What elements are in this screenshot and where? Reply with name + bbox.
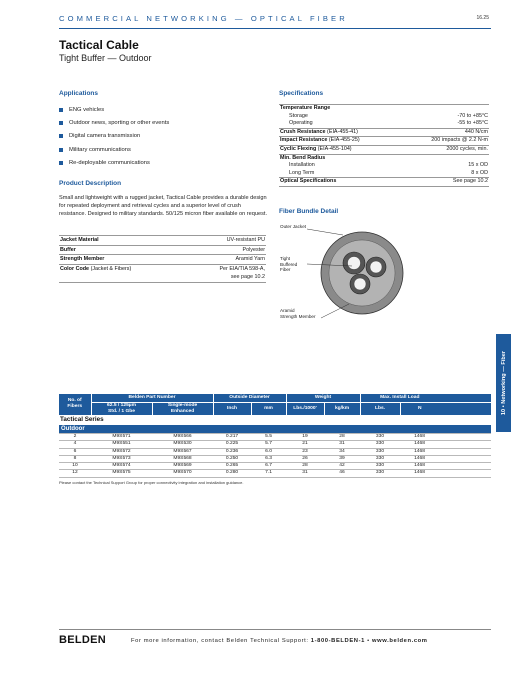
part-number-group-header: Belden Part Number bbox=[91, 394, 213, 402]
table-cell: M9S567 bbox=[152, 448, 213, 455]
table-row bbox=[59, 463, 491, 470]
belden-logo: BELDEN bbox=[59, 634, 107, 646]
bullet-square-icon bbox=[59, 134, 63, 138]
bullet-square-icon bbox=[59, 148, 63, 152]
table-cell: 1468 bbox=[400, 455, 439, 462]
spec-label: Optical Specifications bbox=[279, 178, 401, 187]
table-row bbox=[59, 441, 491, 448]
table-cell: M9S574 bbox=[91, 463, 152, 470]
product-description-heading: Product Description bbox=[59, 180, 122, 187]
table-row bbox=[59, 236, 266, 246]
list-item: Digital camera transmission bbox=[59, 132, 269, 145]
section-side-tab bbox=[496, 334, 511, 432]
subcategory-label: Outdoor bbox=[59, 425, 491, 434]
table-row bbox=[279, 105, 489, 113]
list-item: Outdoor news, sporting or other events bbox=[59, 119, 269, 132]
table-cell: 0.217 bbox=[213, 433, 251, 440]
applications-heading: Applications bbox=[59, 90, 99, 97]
list-item: ENG vehicles bbox=[59, 106, 269, 119]
table-cell: 6.3 bbox=[251, 455, 286, 462]
list-item: Re-deployable communications bbox=[59, 159, 269, 172]
table-row bbox=[279, 154, 489, 162]
table-cell: 7.1 bbox=[251, 470, 286, 477]
table-subheader-row bbox=[59, 402, 491, 415]
col-lbs-kft-header: Lbs./1000' bbox=[286, 402, 324, 415]
table-cell: M9S572 bbox=[91, 448, 152, 455]
table-row bbox=[279, 162, 489, 170]
table-cell: M9S569 bbox=[152, 463, 213, 470]
table-cell: 28 bbox=[324, 433, 360, 440]
table-cell: 1468 bbox=[400, 441, 439, 448]
page-header bbox=[59, 14, 491, 26]
leader-line bbox=[321, 304, 349, 318]
weight-group-header: Weight bbox=[286, 394, 360, 402]
table-cell: M9S530 bbox=[152, 441, 213, 448]
table-cell: 26 bbox=[286, 455, 324, 462]
table-cell: 4 bbox=[59, 441, 91, 448]
table-row bbox=[59, 448, 491, 455]
spec-value: -70 to +85°C bbox=[457, 112, 488, 119]
install-load-group-header: Max. Install Load bbox=[360, 394, 439, 402]
material-label: Color Code (Jacket & Fibers) bbox=[59, 264, 185, 282]
table-cell: 21 bbox=[286, 441, 324, 448]
table-cell: 0.280 bbox=[213, 470, 251, 477]
spec-value: 440 N/cm bbox=[401, 128, 489, 137]
col-singlemode-header: Single-mode Enhanced bbox=[152, 402, 213, 415]
material-label: Buffer bbox=[59, 245, 185, 255]
spec-label: Min. Bend Radius bbox=[279, 154, 489, 162]
spec-label: Impact Resistance (EIA-455-25) bbox=[279, 137, 401, 146]
table-cell: 39 bbox=[324, 455, 360, 462]
table-cell: 0.265 bbox=[213, 463, 251, 470]
footer-rule bbox=[59, 629, 491, 630]
col-fibers-header: No. of Fibers bbox=[59, 394, 91, 415]
bullet-square-icon bbox=[59, 121, 63, 125]
bullet-square-icon bbox=[59, 108, 63, 112]
table-cell: 0.236 bbox=[213, 448, 251, 455]
table-row bbox=[279, 120, 489, 128]
spec-value: 8 x OD bbox=[471, 169, 488, 176]
table-header-row bbox=[59, 394, 491, 402]
table-row bbox=[59, 433, 491, 440]
table-cell: 42 bbox=[324, 463, 360, 470]
outside-diameter-group-header: Outside Diameter bbox=[213, 394, 286, 402]
spec-value: -55 to +85°C bbox=[457, 120, 488, 127]
header-rule bbox=[59, 28, 491, 29]
table-row bbox=[279, 170, 489, 178]
table-cell: 0.250 bbox=[213, 455, 251, 462]
table-row bbox=[59, 245, 266, 255]
spec-value: 200 impacts @ 2.2 N-m bbox=[401, 137, 489, 146]
table-cell: 330 bbox=[360, 463, 400, 470]
table-category-row bbox=[59, 415, 491, 425]
spec-sublabel: Long Term bbox=[289, 169, 315, 176]
outer-jacket-label: Outer Jacket bbox=[280, 224, 307, 229]
section-title: COMMERCIAL NETWORKING — OPTICAL FIBER bbox=[59, 14, 348, 23]
table-cell: 34 bbox=[324, 448, 360, 455]
table-cell: 330 bbox=[360, 448, 400, 455]
materials-table bbox=[59, 235, 266, 283]
bullet-square-icon bbox=[59, 161, 63, 165]
support-phone: 1-800-BELDEN-1 bbox=[310, 638, 365, 644]
table-cell: 1468 bbox=[400, 463, 439, 470]
spec-value: 15 x OD bbox=[468, 162, 488, 169]
table-cell: 0.225 bbox=[213, 441, 251, 448]
table-cell: 6.7 bbox=[251, 463, 286, 470]
cable-data-table bbox=[59, 394, 491, 478]
table-cell: 330 bbox=[360, 470, 400, 477]
table-cell: 2 bbox=[59, 433, 91, 440]
spec-sublabel: Operating bbox=[289, 120, 313, 127]
material-value: Per EIA/TIA 598-A, see page 10.2 bbox=[185, 264, 266, 282]
table-row bbox=[59, 264, 266, 282]
specifications-heading: Specifications bbox=[279, 90, 324, 97]
col-std-header: 62.5 / 125µm Std. / 1 Gbe bbox=[91, 402, 152, 415]
spec-sublabel: Installation bbox=[289, 162, 315, 169]
spec-label: Cyclic Flexing (EIA-455-104) bbox=[279, 145, 401, 154]
table-row bbox=[279, 128, 489, 137]
material-value: Polyester bbox=[185, 245, 266, 255]
col-mm-header: mm bbox=[251, 402, 286, 415]
table-row bbox=[279, 137, 489, 146]
aramid-layer-shape bbox=[329, 240, 395, 306]
table-row bbox=[59, 470, 491, 477]
product-subtitle: Tight Buffer — Outdoor bbox=[59, 53, 152, 63]
table-cell: M9S551 bbox=[91, 441, 152, 448]
table-cell: 6.0 bbox=[251, 448, 286, 455]
table-row bbox=[279, 145, 489, 154]
table-cell: 330 bbox=[360, 441, 400, 448]
table-cell: M9S566 bbox=[152, 433, 213, 440]
table-cell: 1468 bbox=[400, 433, 439, 440]
table-cell: 5.7 bbox=[251, 441, 286, 448]
spec-value: 2000 cycles, min. bbox=[401, 145, 489, 154]
material-label: Strength Member bbox=[59, 255, 185, 265]
spec-sublabel: Storage bbox=[289, 112, 308, 119]
table-cell: M9S575 bbox=[91, 470, 152, 477]
side-tab-label: 10 • Networking — Fiber bbox=[500, 350, 507, 416]
table-cell: 31 bbox=[286, 470, 324, 477]
table-cell: 46 bbox=[324, 470, 360, 477]
table-cell: M9S568 bbox=[152, 455, 213, 462]
footer-contact: For more information, contact Belden Technical Support: 1-800-BELDEN-1 • www.belden.com bbox=[131, 638, 428, 644]
aramid-label: Aramid Strength Member bbox=[280, 308, 316, 319]
table-cell: 8 bbox=[59, 455, 91, 462]
table-cell: 330 bbox=[360, 433, 400, 440]
specifications-table bbox=[279, 104, 489, 187]
product-title: Tactical Cable bbox=[59, 38, 139, 52]
table-cell: 330 bbox=[360, 455, 400, 462]
spec-label: Temperature Range bbox=[279, 105, 489, 113]
table-cell: 1468 bbox=[400, 448, 439, 455]
table-row bbox=[59, 455, 491, 462]
leader-line bbox=[307, 229, 343, 235]
fiber-bundle-heading: Fiber Bundle Detail bbox=[279, 208, 339, 215]
category-label: Tactical Series bbox=[60, 415, 104, 423]
table-cell: 6 bbox=[59, 448, 91, 455]
col-kg-km-header: kg/km bbox=[324, 402, 360, 415]
col-n-header: N bbox=[400, 402, 439, 415]
product-description-text: Small and lightweight with a rugged jacket, Tactical Cable provides a durable design for repeated deployment and retrieval cycles and a superior level of crush resistance. Designed to military standards. 50/125 micron fiber available on request. bbox=[59, 195, 268, 218]
table-cell: 5.5 bbox=[251, 433, 286, 440]
material-label: Jacket Material bbox=[59, 236, 185, 246]
list-item: Military communications bbox=[59, 146, 269, 159]
table-cell: 28 bbox=[286, 463, 324, 470]
table-subcategory-row bbox=[59, 425, 491, 434]
col-lbs-header: Lbs. bbox=[360, 402, 400, 415]
table-cell: 31 bbox=[324, 441, 360, 448]
table-row bbox=[279, 178, 489, 187]
table-cell: 10 bbox=[59, 463, 91, 470]
material-value: Aramid Yarn bbox=[185, 255, 266, 265]
fiber-bundle-diagram bbox=[279, 220, 491, 330]
table-cell: M9S570 bbox=[152, 470, 213, 477]
table-footnote: Please contact the Technical Support Group for proper connectivity integration and installation guidance. bbox=[59, 479, 244, 485]
table-row bbox=[279, 113, 489, 121]
table-cell: 1468 bbox=[400, 470, 439, 477]
col-inch-header: Inch bbox=[213, 402, 251, 415]
table-cell: 23 bbox=[286, 448, 324, 455]
spec-label: Crush Resistance (EIA-455-41) bbox=[279, 128, 401, 137]
tight-buffered-label: Tight Buffered Fiber bbox=[280, 256, 298, 272]
table-cell: M9S573 bbox=[91, 455, 152, 462]
website-link[interactable]: www.belden.com bbox=[372, 638, 428, 644]
table-cell: M9S571 bbox=[91, 433, 152, 440]
table-cell: 19 bbox=[286, 433, 324, 440]
applications-list bbox=[59, 106, 269, 172]
table-row bbox=[59, 255, 266, 265]
material-value: UV-resistant PU bbox=[185, 236, 266, 246]
spec-value: See page 10.2 bbox=[401, 178, 489, 187]
page-number: 16.25 bbox=[476, 15, 489, 21]
cable-data-section bbox=[59, 394, 491, 485]
table-cell: 12 bbox=[59, 470, 91, 477]
